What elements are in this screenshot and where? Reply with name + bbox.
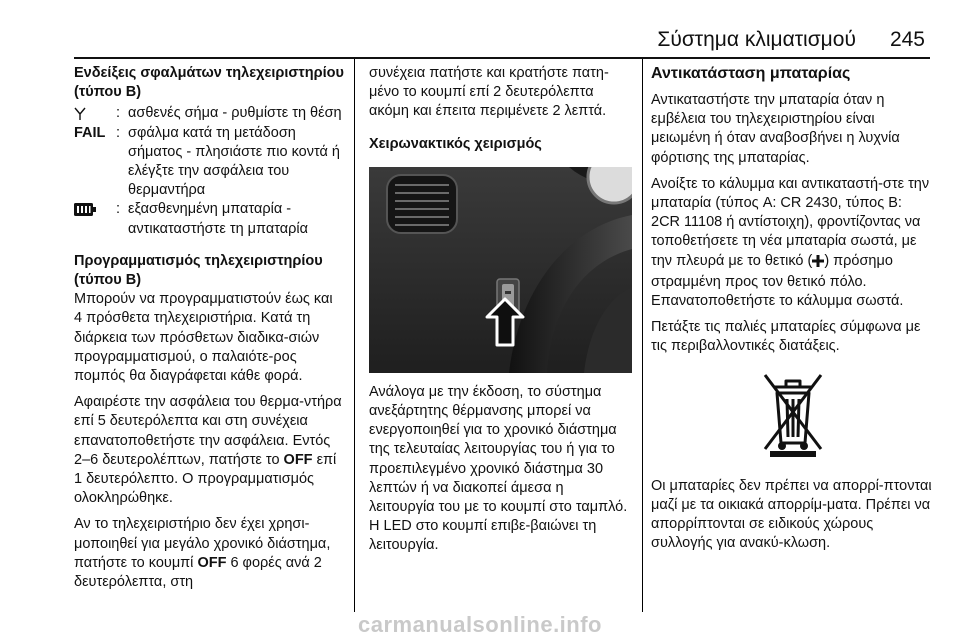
column-3: [651, 64, 934, 554]
column-1: [74, 64, 344, 592]
battery-paragraph-4: Οι μπαταρίες δεν πρέπει να απορρί-πτονται μαζί με τα οικιακά απορρίμ-ματα. Πρέπει να απορρίπτονται σε ειδικούς χώρους συλλογής για ανακύ-κλωση.: [651, 477, 932, 552]
programming-paragraph-2: Αφαιρέστε την ασφάλεια του θερμα-ντήρα επί 5 δευτερόλεπτα και στη συνέχεια επανατοποθετήστε την ασφάλεια. Εντός 2–6 δευτερολέπτων, πατήστε το OFF επί 1 δευτερόλεπτο. Ο προγραμματισμός ολοκληρώθηκε.: [74, 394, 342, 507]
battery-icon: [74, 200, 116, 219]
watermark: carmanualsonline.info: [358, 612, 602, 637]
antenna-icon: [74, 104, 116, 123]
programming-heading: Προγραμματισμός τηλεχειριστηρίου (τύπου B): [74, 252, 323, 289]
header-rule: [74, 57, 930, 59]
indicator-row-weak-signal: : ασθενές σήμα - ρυθμίστε τη θέση: [74, 104, 344, 123]
programming-paragraph-3: Αν το τηλεχειριστήριο δεν έχει χρησι-μοποιηθεί για μεγάλο χρονικό διάστημα, πατήστε το κουμπί OFF 6 φορές ανά 2 δευτερόλεπτα, στη: [74, 516, 331, 591]
indicator-text: σφάλμα κατά τη μετάδοση σήματος - πλησιάστε πιο κοντά ή ελέγξτε την ασφάλεια του θερμαντήρα: [128, 124, 340, 199]
column-2: [369, 64, 632, 556]
battery-paragraph-2: Ανοίξτε το κάλυμμα και αντικαταστή-στε την μπαταρία (τύπος A: CR 2430, τύπος B: 2CR 11108 ή αντίστοιχη), φροντίζοντας να τοποθετήσετε τη νέα μπαταρία σωστά, με την πλευρά με το θετικό ( ) πρόσημο στραμμένη προς τον θετικό πόλο. Επανατοποθετήστε το κάλυμμα σωστά.: [651, 175, 930, 310]
battery-replacement-heading: Αντικατάσταση μπαταρίας: [651, 65, 851, 82]
column-divider-1: [354, 59, 355, 612]
indicator-text: ασθενές σήμα - ρυθμίστε τη θέση: [128, 105, 342, 122]
page-header: [657, 28, 925, 52]
column-divider-2: [642, 59, 643, 612]
programming-paragraph-1: Μπορούν να προγραμματιστούν έως και 4 πρόσθετα τηλεχειριστήρια. Κατά τη διάρκεια των πρόσθετων διαδικα-σιών προγραμματισμού, ο παλαιότε-ρος πομπός θα διαγράφεται κάθε φορά.: [74, 291, 333, 385]
manual-operation-heading: Χειρωνακτικός χειρισμός: [369, 135, 542, 152]
plus-icon: [812, 254, 824, 273]
indicator-text: εξασθενημένη μπαταρία - αντικαταστήστε τη μπαταρία: [128, 201, 308, 237]
error-indications-heading: Ενδείξεις σφαλμάτων τηλεχειριστηρίου (τύπου B): [74, 65, 344, 101]
fail-label: FAIL: [74, 124, 106, 141]
battery-paragraph-1: Αντικαταστήστε την μπαταρία όταν η εμβέλεια του τηλεχειριστηρίου είναι μειωμένη ή όταν αναβοσβήνει η λυχνία φόρτισης της μπαταρίας.: [651, 92, 900, 166]
battery-paragraph-3: Πετάξτε τις παλιές μπαταρίες σύμφωνα με τις περιβαλλοντικές διατάξεις.: [651, 319, 921, 355]
page-number: 245: [889, 28, 925, 51]
manual-operation-paragraph: Ανάλογα με την έκδοση, το σύστημα ανεξάρτητης θέρμανσης μπορεί να ενεργοποιηθεί για το χρονικό διάστημα της τελευταίας λειτουργίας του ή για το προεπιλεγμένο χρονικό διάστημα 30 λεπτών ή να διακοπεί άμεσα η λειτουργία του με το κουμπί στο ταμπλό. Η LED στο κουμπί επιβε-βαιώνει τη λειτουργία.: [369, 383, 628, 554]
dashboard-button-photo: [369, 167, 632, 373]
crossed-bin-icon: [760, 369, 826, 463]
indicator-row-battery: : εξασθενημένη μπαταρία - αντικαταστήστε τη μπαταρία: [74, 200, 344, 238]
indicator-row-fail: FAIL : σφάλμα κατά τη μετάδοση σήματος - πλησιάστε πιο κοντά ή ελέγξτε την ασφάλεια του θερμαντήρα: [74, 124, 344, 201]
chapter-title: Σύστημα κλιματισμού: [657, 28, 856, 51]
continuation-paragraph: συνέχεια πατήστε και κρατήστε πατη-μένο το κουμπί επί 2 δευτερόλεπτα ακόμη και έπειτα περιμένετε 2 λεπτά.: [369, 65, 609, 120]
